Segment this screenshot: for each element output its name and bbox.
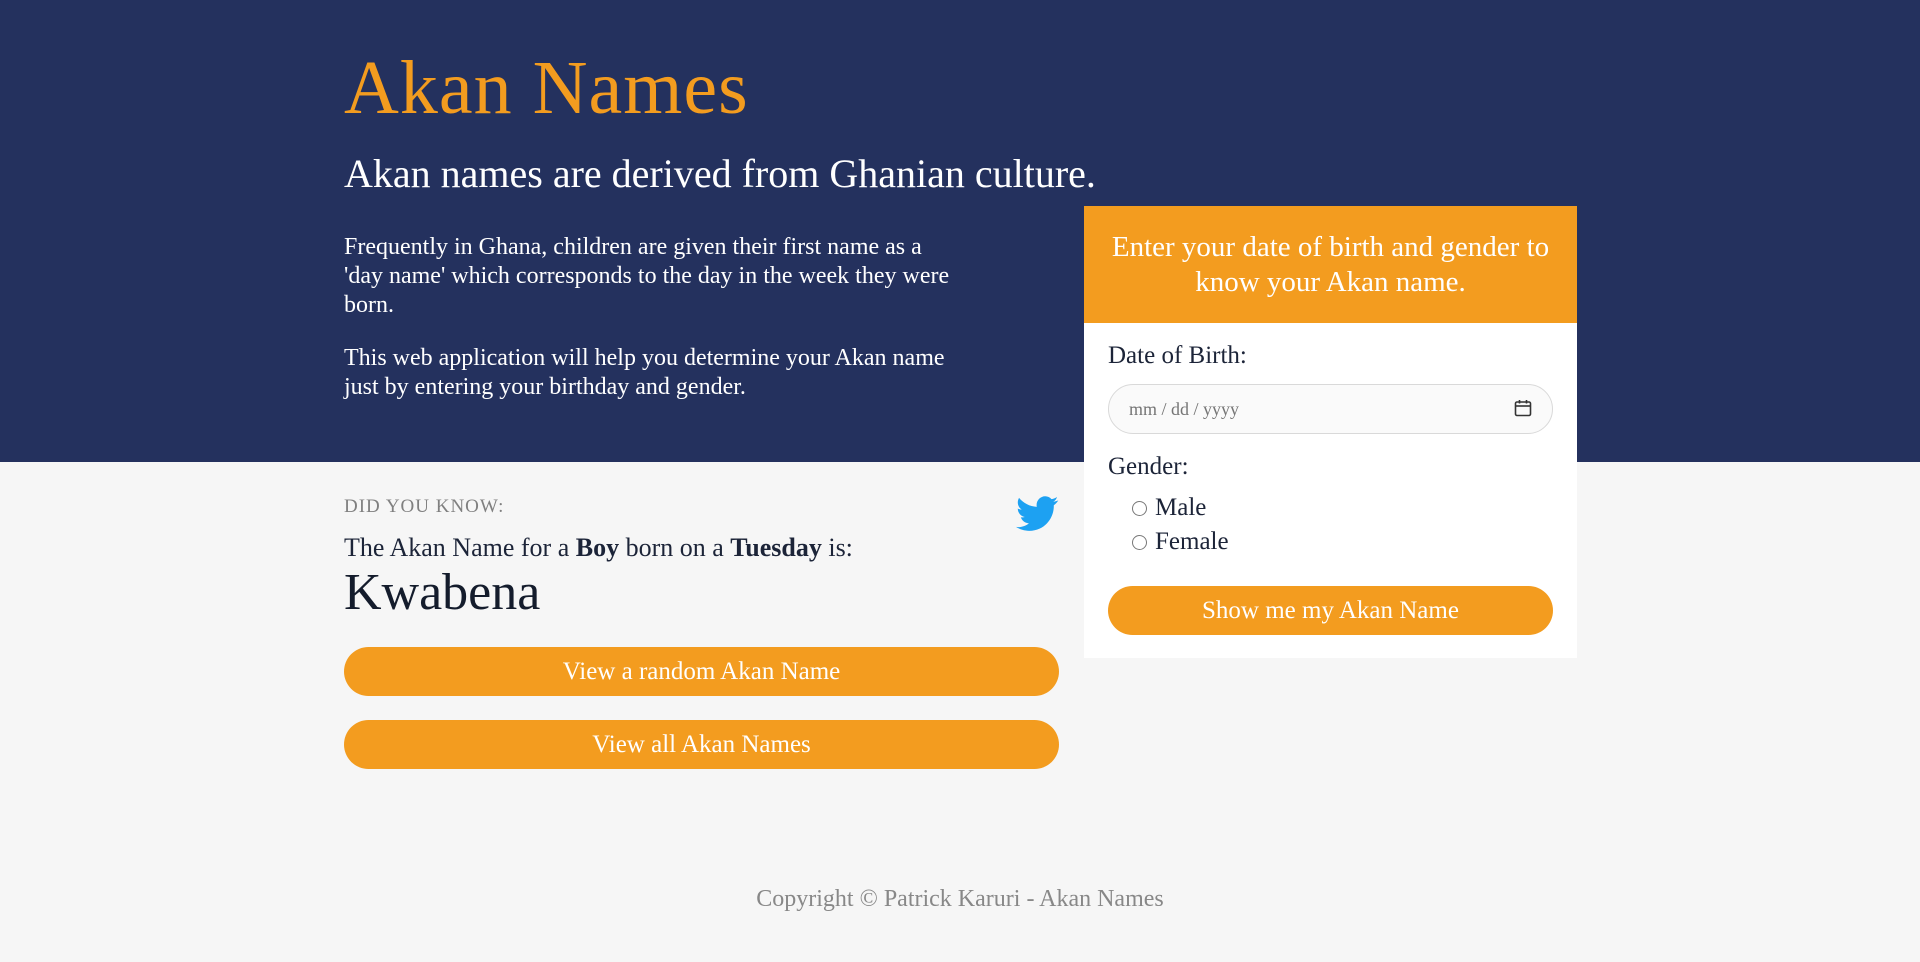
- view-random-name-button[interactable]: View a random Akan Name: [344, 647, 1059, 696]
- show-akan-name-button[interactable]: Show me my Akan Name: [1108, 586, 1553, 635]
- gender-option-female[interactable]: [1132, 528, 1229, 556]
- footer-copyright: Copyright © Patrick Karuri - Akan Names: [756, 886, 1164, 912]
- featured-akan-name: Kwabena: [344, 564, 541, 621]
- fact-day: Tuesday: [730, 533, 822, 562]
- dob-input[interactable]: [1108, 384, 1553, 434]
- page-title: Akan Names: [344, 46, 749, 130]
- did-you-know-label: DID YOU KNOW:: [344, 496, 505, 517]
- gender-option-male[interactable]: [1132, 494, 1206, 522]
- fact-sentence: [344, 533, 853, 563]
- gender-label: Gender:: [1108, 453, 1189, 480]
- calendar-icon[interactable]: [1514, 399, 1532, 417]
- view-all-names-button[interactable]: View all Akan Names: [344, 720, 1059, 769]
- intro-paragraph: Frequently in Ghana, children are given their first name as a 'day name' which corresponds to the day in the week they were born.: [344, 234, 950, 318]
- dob-label: Date of Birth:: [1108, 342, 1247, 369]
- app-description-paragraph: This web application will help you determine your Akan name just by entering your birthday and gender.: [344, 345, 945, 400]
- form-heading: Enter your date of birth and gender to know your Akan name.: [1084, 206, 1577, 323]
- male-radio[interactable]: [1132, 501, 1147, 516]
- twitter-icon[interactable]: [1016, 496, 1059, 532]
- fact-gender: Boy: [575, 533, 620, 562]
- page-subtitle: Akan names are derived from Ghanian culture.: [344, 151, 1096, 196]
- female-radio-label: Female: [1155, 528, 1229, 555]
- fact-middle: born on a: [619, 533, 731, 562]
- male-radio-label: Male: [1155, 494, 1207, 521]
- fact-suffix: is:: [821, 533, 853, 562]
- female-radio[interactable]: [1132, 535, 1147, 550]
- fact-prefix: The Akan Name for a: [344, 533, 576, 562]
- akan-name-form: [1084, 206, 1577, 658]
- hero-banner: [0, 0, 1920, 462]
